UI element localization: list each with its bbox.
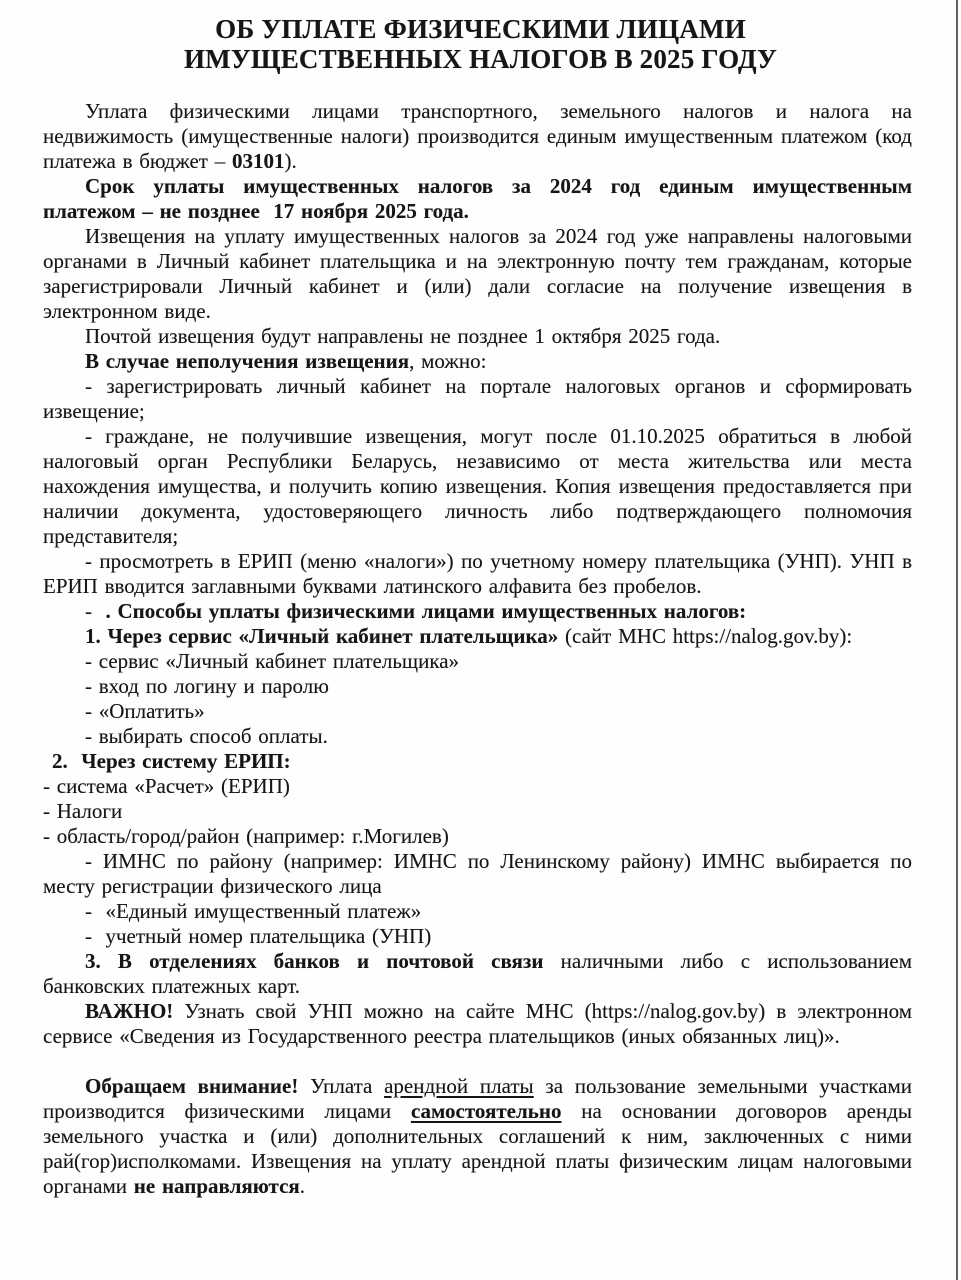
text-run: ). xyxy=(284,149,297,173)
text-run: ВАЖНО! xyxy=(85,999,174,1023)
text-run: - система «Расчет» (ЕРИП) xyxy=(43,774,290,798)
paragraph xyxy=(43,549,912,599)
text-run: Почтой извещения будут направлены не позднее 1 октября 2025 года. xyxy=(85,324,721,348)
paragraph xyxy=(43,824,912,849)
text-run: Узнать свой УНП можно на сайте МНС (https://nalog.gov.by) в электронном сервисе «Сведения из Государственного реестра плательщиков (иных обязанных лиц)». xyxy=(43,999,912,1048)
text-run: - сервис «Личный кабинет плательщика» xyxy=(85,649,460,673)
text-run: 03101 xyxy=(231,149,285,173)
paragraph xyxy=(43,324,912,349)
paragraph xyxy=(43,949,912,999)
text-run: Уплата xyxy=(298,1074,385,1098)
text-run: Срок уплаты имущественных налогов за 2024 год единым имущественным платежом – не позднее 17 ноября 2025 года. xyxy=(43,174,912,223)
text-run: - ИМНС по району (например: ИМНС по Ленинскому району) ИМНС выбирается по месту регистрации физического лица xyxy=(43,849,912,898)
paragraph-spacer xyxy=(43,1049,912,1074)
text-run: 3. В отделениях банков и почтовой связи xyxy=(85,949,544,973)
text-run: Извещения на уплату имущественных налогов за 2024 год уже направлены налоговыми органами в Личный кабинет плательщика и на электронную почту тем гражданам, которые зарегистрировали Личный кабинет и (или) дали согласие на получение извещения в электронном виде. xyxy=(43,224,912,323)
scan-edge-line xyxy=(956,0,958,1280)
text-run: , можно: xyxy=(409,349,487,373)
paragraph xyxy=(43,599,912,624)
text-run: не направляются xyxy=(133,1174,300,1198)
text-run: - граждане, не получившие извещения, могут после 01.10.2025 обратиться в любой налоговый орган Республики Беларусь, независимо от места жительства или места нахождения имущества, и получить копию извещения. Копия извещения предоставляется при наличии документа, удостоверяющего личность либо подтверждающего полномочия представителя; xyxy=(43,424,912,548)
document-body xyxy=(43,99,912,1199)
paragraph xyxy=(43,649,912,674)
text-run: (сайт МНС https://nalog.gov.by): xyxy=(558,624,853,648)
text-run: за пользование земельными участками производится физическими лицами xyxy=(43,1074,912,1123)
paragraph xyxy=(43,99,912,174)
paragraph xyxy=(43,624,912,649)
paragraph xyxy=(43,999,912,1049)
text-run: на основании договоров аренды земельного участка и (или) дополнительных соглашений к ним, заключенных с ними рай(гор)исполкомами. Извещения на уплату арендной платы физическим лицам налоговыми органами xyxy=(43,1099,912,1198)
paragraph xyxy=(43,774,912,799)
paragraph xyxy=(43,799,912,824)
paragraph xyxy=(43,349,912,374)
text-run: - область/город/район (например: г.Могилев) xyxy=(43,824,449,848)
text-run: - вход по логину и паролю xyxy=(85,674,329,698)
paragraph xyxy=(43,374,912,424)
paragraph xyxy=(43,749,912,774)
text-run: 2. Через систему ЕРИП: xyxy=(52,749,291,773)
text-run: В случае неполучения извещения xyxy=(85,349,410,373)
text-run: - «Единый имущественный платеж» xyxy=(85,899,422,923)
paragraph xyxy=(43,1074,912,1199)
paragraph xyxy=(43,424,912,549)
text-run: - выбирать способ оплаты. xyxy=(85,724,328,748)
text-run: - «Оплатить» xyxy=(85,699,205,723)
paragraph xyxy=(43,849,912,899)
text-run: наличными либо с использованием банковских платежных карт. xyxy=(43,949,912,998)
text-run: . xyxy=(299,1174,306,1198)
paragraph xyxy=(43,899,912,924)
text-run: - учетный номер плательщика (УНП) xyxy=(85,924,432,948)
paragraph xyxy=(43,174,912,224)
text-run: самостоятельно xyxy=(410,1099,562,1123)
text-run: - зарегистрировать личный кабинет на портале налоговых органов и сформировать извещение; xyxy=(43,374,912,423)
title-line-2: ИМУЩЕСТВЕННЫХ НАЛОГОВ В 2025 ГОДУ xyxy=(183,44,778,74)
text-run: - xyxy=(85,599,106,623)
document-title xyxy=(30,14,931,74)
text-run: арендной платы xyxy=(384,1074,534,1098)
text-run: - просмотреть в ЕРИП (меню «налоги») по учетному номеру плательщика (УНП). УНП в ЕРИП вводится заглавными буквами латинского алфавита без пробелов. xyxy=(43,549,912,598)
text-run: Обращаем внимание! xyxy=(85,1074,299,1098)
text-run: Уплата физическими лицами транспортного, земельного налогов и налога на недвижимость (имущественные налоги) производится единым имущественным платежом (код платежа в бюджет – xyxy=(43,99,912,173)
paragraph xyxy=(43,674,912,699)
text-run: . Способы уплаты физическими лицами имущественных налогов: xyxy=(105,599,747,623)
title-line-1: ОБ УПЛАТЕ ФИЗИЧЕСКИМИ ЛИЦАМИ xyxy=(215,14,746,44)
text-run: - Налоги xyxy=(43,799,123,823)
paragraph xyxy=(43,224,912,324)
paragraph xyxy=(43,724,912,749)
text-run: 1. Через сервис «Личный кабинет плательщика» xyxy=(85,624,559,648)
paragraph xyxy=(43,699,912,724)
paragraph xyxy=(43,924,912,949)
